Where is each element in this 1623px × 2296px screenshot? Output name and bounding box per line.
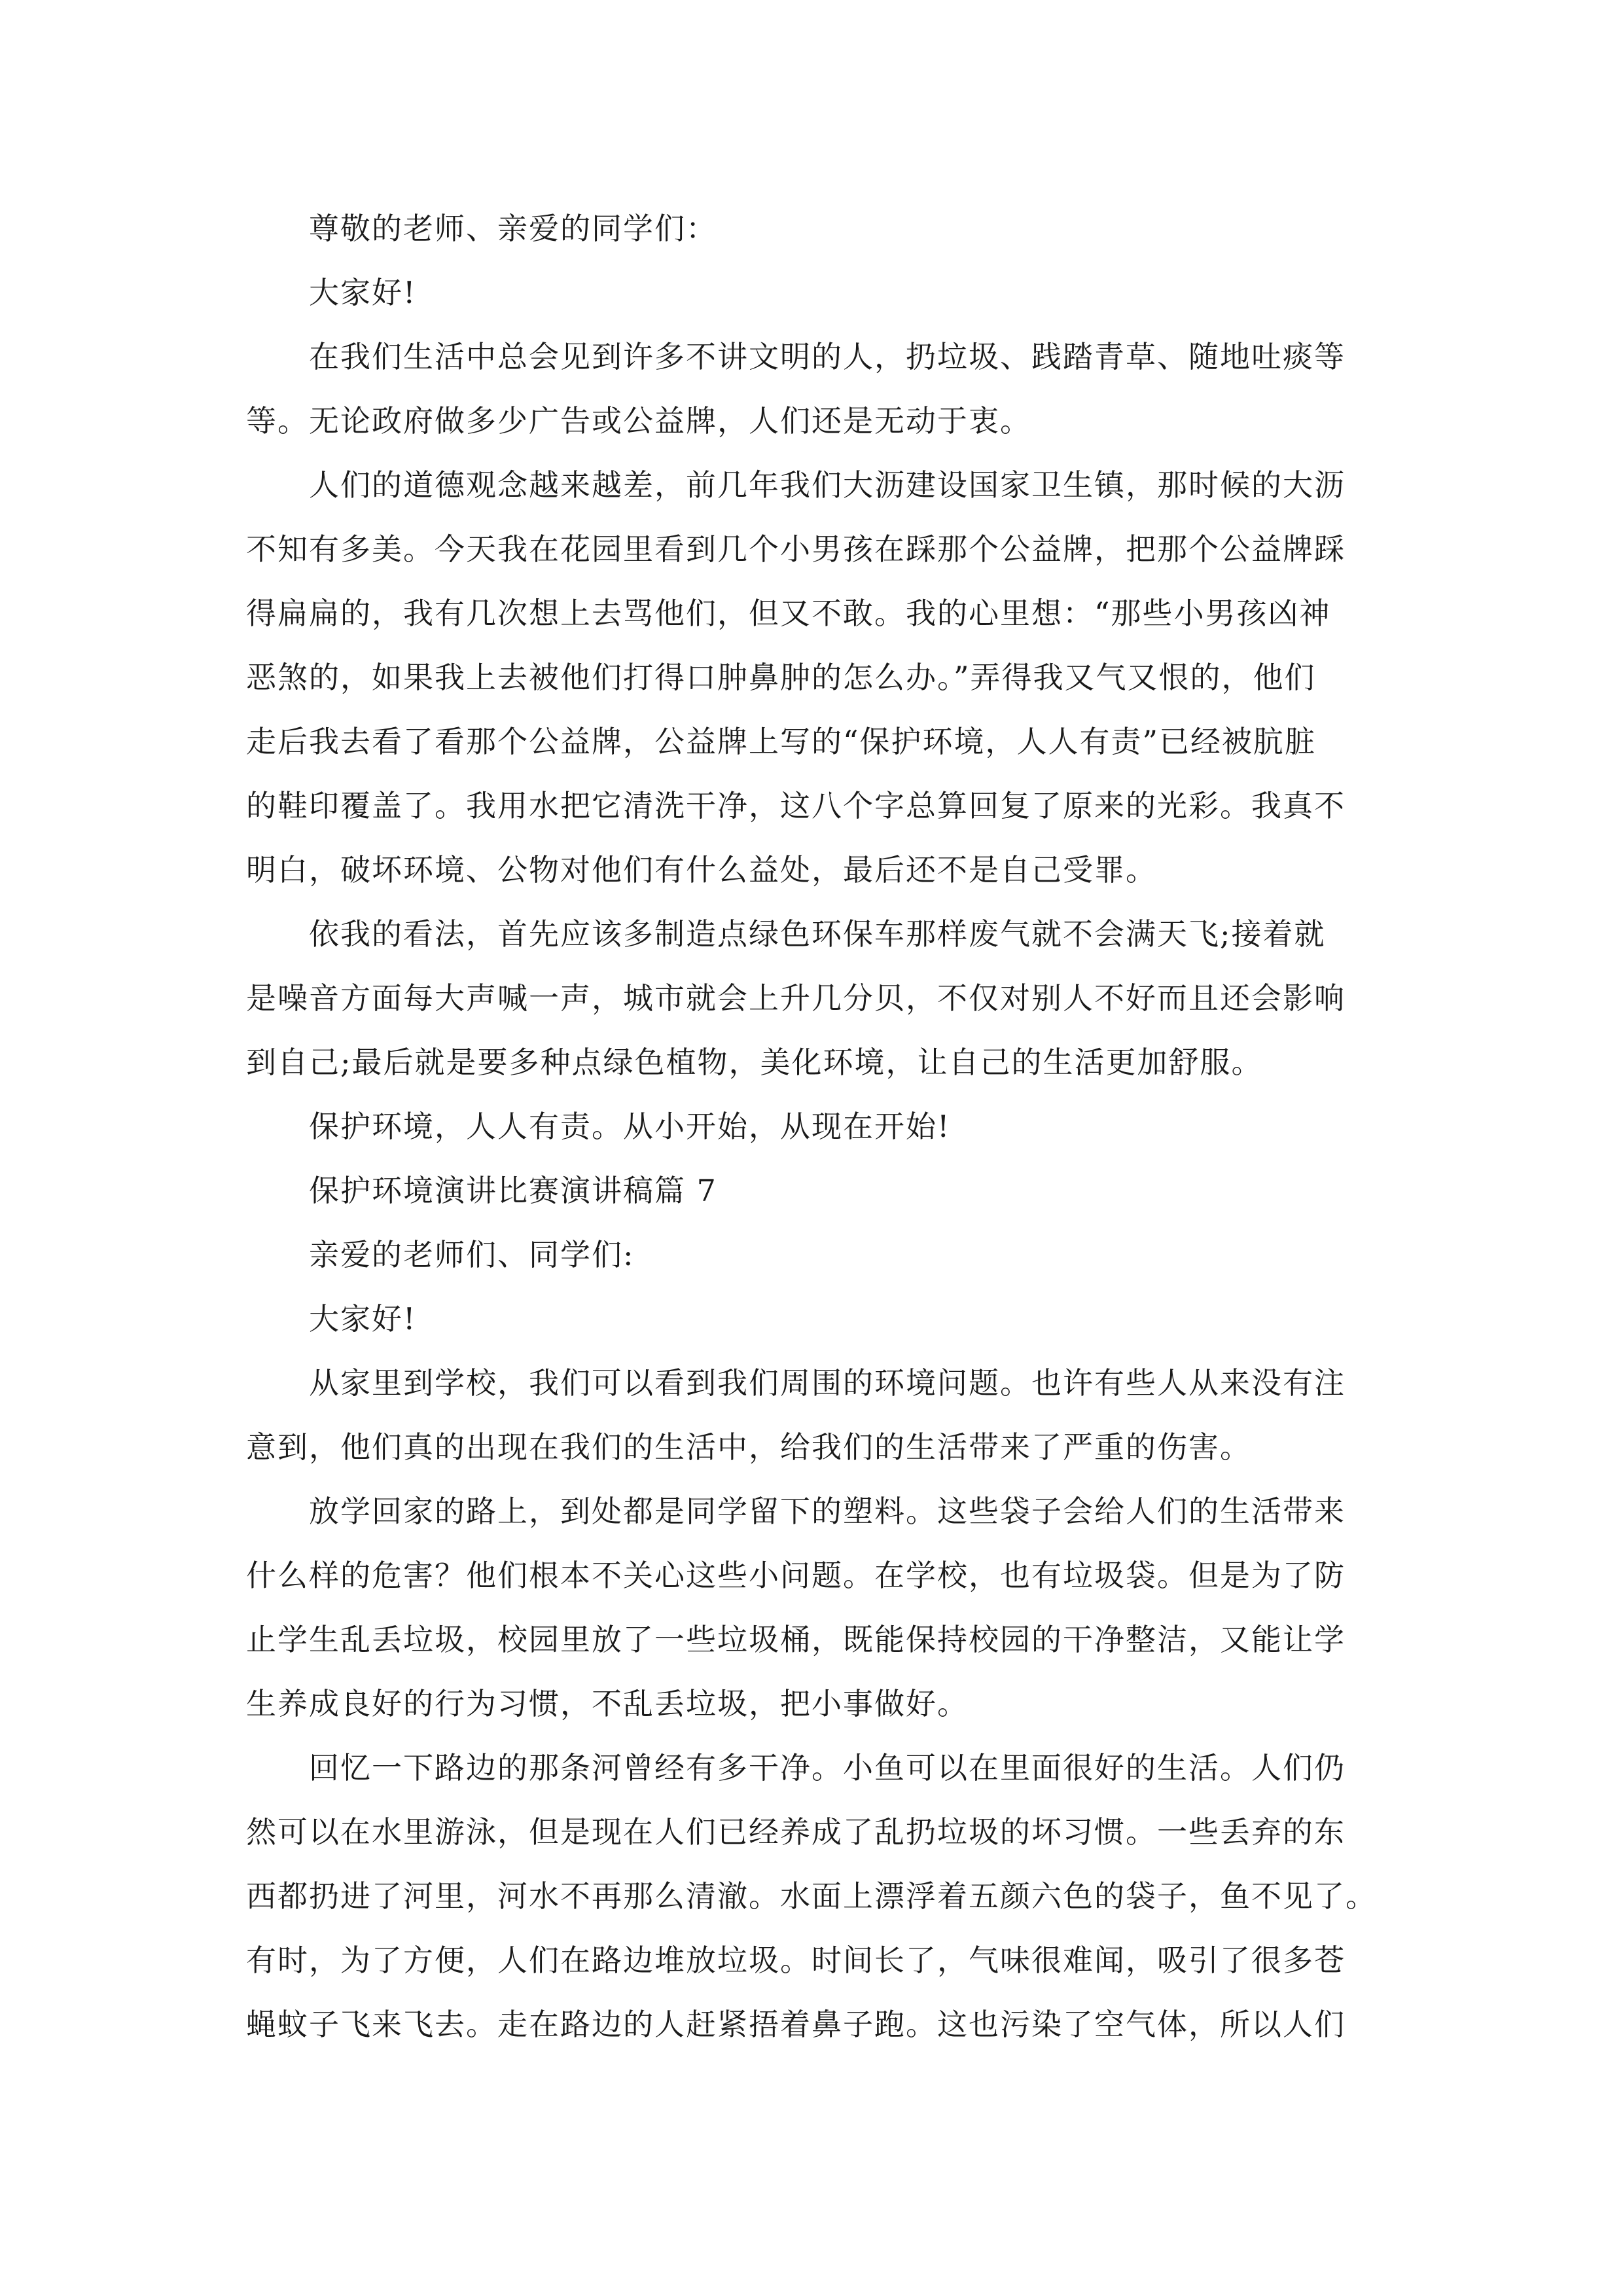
text-line: 意到，他们真的出现在我们的生活中，给我们的生活带来了严重的伤害。 xyxy=(246,1429,1251,1465)
text-line: 是噪音方面每大声喊一声，城市就会上升几分贝，不仅对别人不好而且还会影响 xyxy=(246,980,1346,1016)
text-line: 止学生乱丢垃圾，校园里放了一些垃圾桶，既能保持校园的干净整洁，又能让学 xyxy=(246,1622,1346,1657)
text-line: 依我的看法，首先应该多制造点绿色环保车那样废气就不会满天飞;接着就 xyxy=(309,916,1326,952)
paragraph xyxy=(246,196,1378,260)
text-line: 不知有多美。今天我在花园里看到几个小男孩在踩那个公益牌，把那个公益牌踩 xyxy=(246,531,1346,567)
text-line: 然可以在水里游泳，但是现在人们已经养成了乱扔垃圾的坏习惯。一些丢弃的东 xyxy=(246,1814,1346,1850)
text-line: 什么样的危害？他们根本不关心这些小问题。在学校，也有垃圾袋。但是为了防 xyxy=(246,1558,1346,1593)
text-line: 走后我去看了看那个公益牌，公益牌上写的“保护环境，人人有责”已经被肮脏 xyxy=(246,724,1317,759)
text-line: 明白，破坏环境、公物对他们有什么益处，最后还不是自己受罪。 xyxy=(246,852,1157,888)
paragraph xyxy=(246,1223,1378,1287)
paragraph xyxy=(246,1351,1378,1479)
text-line: 放学回家的路上，到处都是同学留下的塑料。这些袋子会给人们的生活带来 xyxy=(309,1494,1346,1529)
paragraph xyxy=(246,453,1378,902)
paragraph xyxy=(246,1094,1378,1158)
text-line: 保护环境，人人有责。从小开始，从现在开始! xyxy=(309,1109,951,1144)
text-line: 保护环境演讲比赛演讲稿篇 7 xyxy=(309,1173,717,1208)
text-line: 从家里到学校，我们可以看到我们周围的环境问题。也许有些人从来没有注 xyxy=(309,1365,1346,1401)
paragraph xyxy=(246,1736,1378,2056)
text-line: 等。无论政府做多少广告或公益牌，人们还是无动于衷。 xyxy=(246,403,1031,439)
text-line: 有时，为了方便，人们在路边堆放垃圾。时间长了，气味很难闻，吸引了很多苍 xyxy=(246,1943,1346,1978)
document-body xyxy=(246,196,1378,2056)
text-line: 尊敬的老师、亲爱的同学们： xyxy=(309,211,717,246)
text-line: 得扁扁的，我有几次想上去骂他们，但又不敢。我的心里想：“那些小男孩凶神 xyxy=(246,596,1331,631)
paragraph xyxy=(246,1158,1378,1223)
text-line: 大家好! xyxy=(309,1301,417,1336)
text-line: 在我们生活中总会见到许多不讲文明的人，扔垃圾、践踏青草、随地吐痰等 xyxy=(309,339,1346,374)
text-line: 蝇蚊子飞来飞去。走在路边的人赶紧捂着鼻子跑。这也污染了空气体，所以人们 xyxy=(246,2007,1346,2042)
text-line: 大家好! xyxy=(309,275,417,310)
paragraph xyxy=(246,260,1378,325)
text-line: 亲爱的老师们、同学们: xyxy=(309,1237,635,1272)
paragraph xyxy=(246,325,1378,453)
text-line: 西都扔进了河里，河水不再那么清澈。水面上漂浮着五颜六色的袋子，鱼不见了。 xyxy=(246,1878,1377,1914)
text-line: 人们的道德观念越来越差，前几年我们大沥建设国家卫生镇，那时候的大沥 xyxy=(309,467,1346,503)
text-line: 回忆一下路边的那条河曾经有多干净。小鱼可以在里面很好的生活。人们仍 xyxy=(309,1750,1346,1785)
text-line: 到自己;最后就是要多种点绿色植物，美化环境，让自己的生活更加舒服。 xyxy=(246,1045,1263,1080)
text-line: 生养成良好的行为习惯，不乱丢垃圾，把小事做好。 xyxy=(246,1686,969,1721)
text-line: 的鞋印覆盖了。我用水把它清洗干净，这八个字总算回复了原来的光彩。我真不 xyxy=(246,788,1346,823)
text-line: 恶煞的，如果我上去被他们打得口肿鼻肿的怎么办。”弄得我又气又恨的，他们 xyxy=(246,660,1316,695)
paragraph xyxy=(246,902,1378,1094)
paragraph xyxy=(246,1287,1378,1351)
paragraph xyxy=(246,1479,1378,1736)
